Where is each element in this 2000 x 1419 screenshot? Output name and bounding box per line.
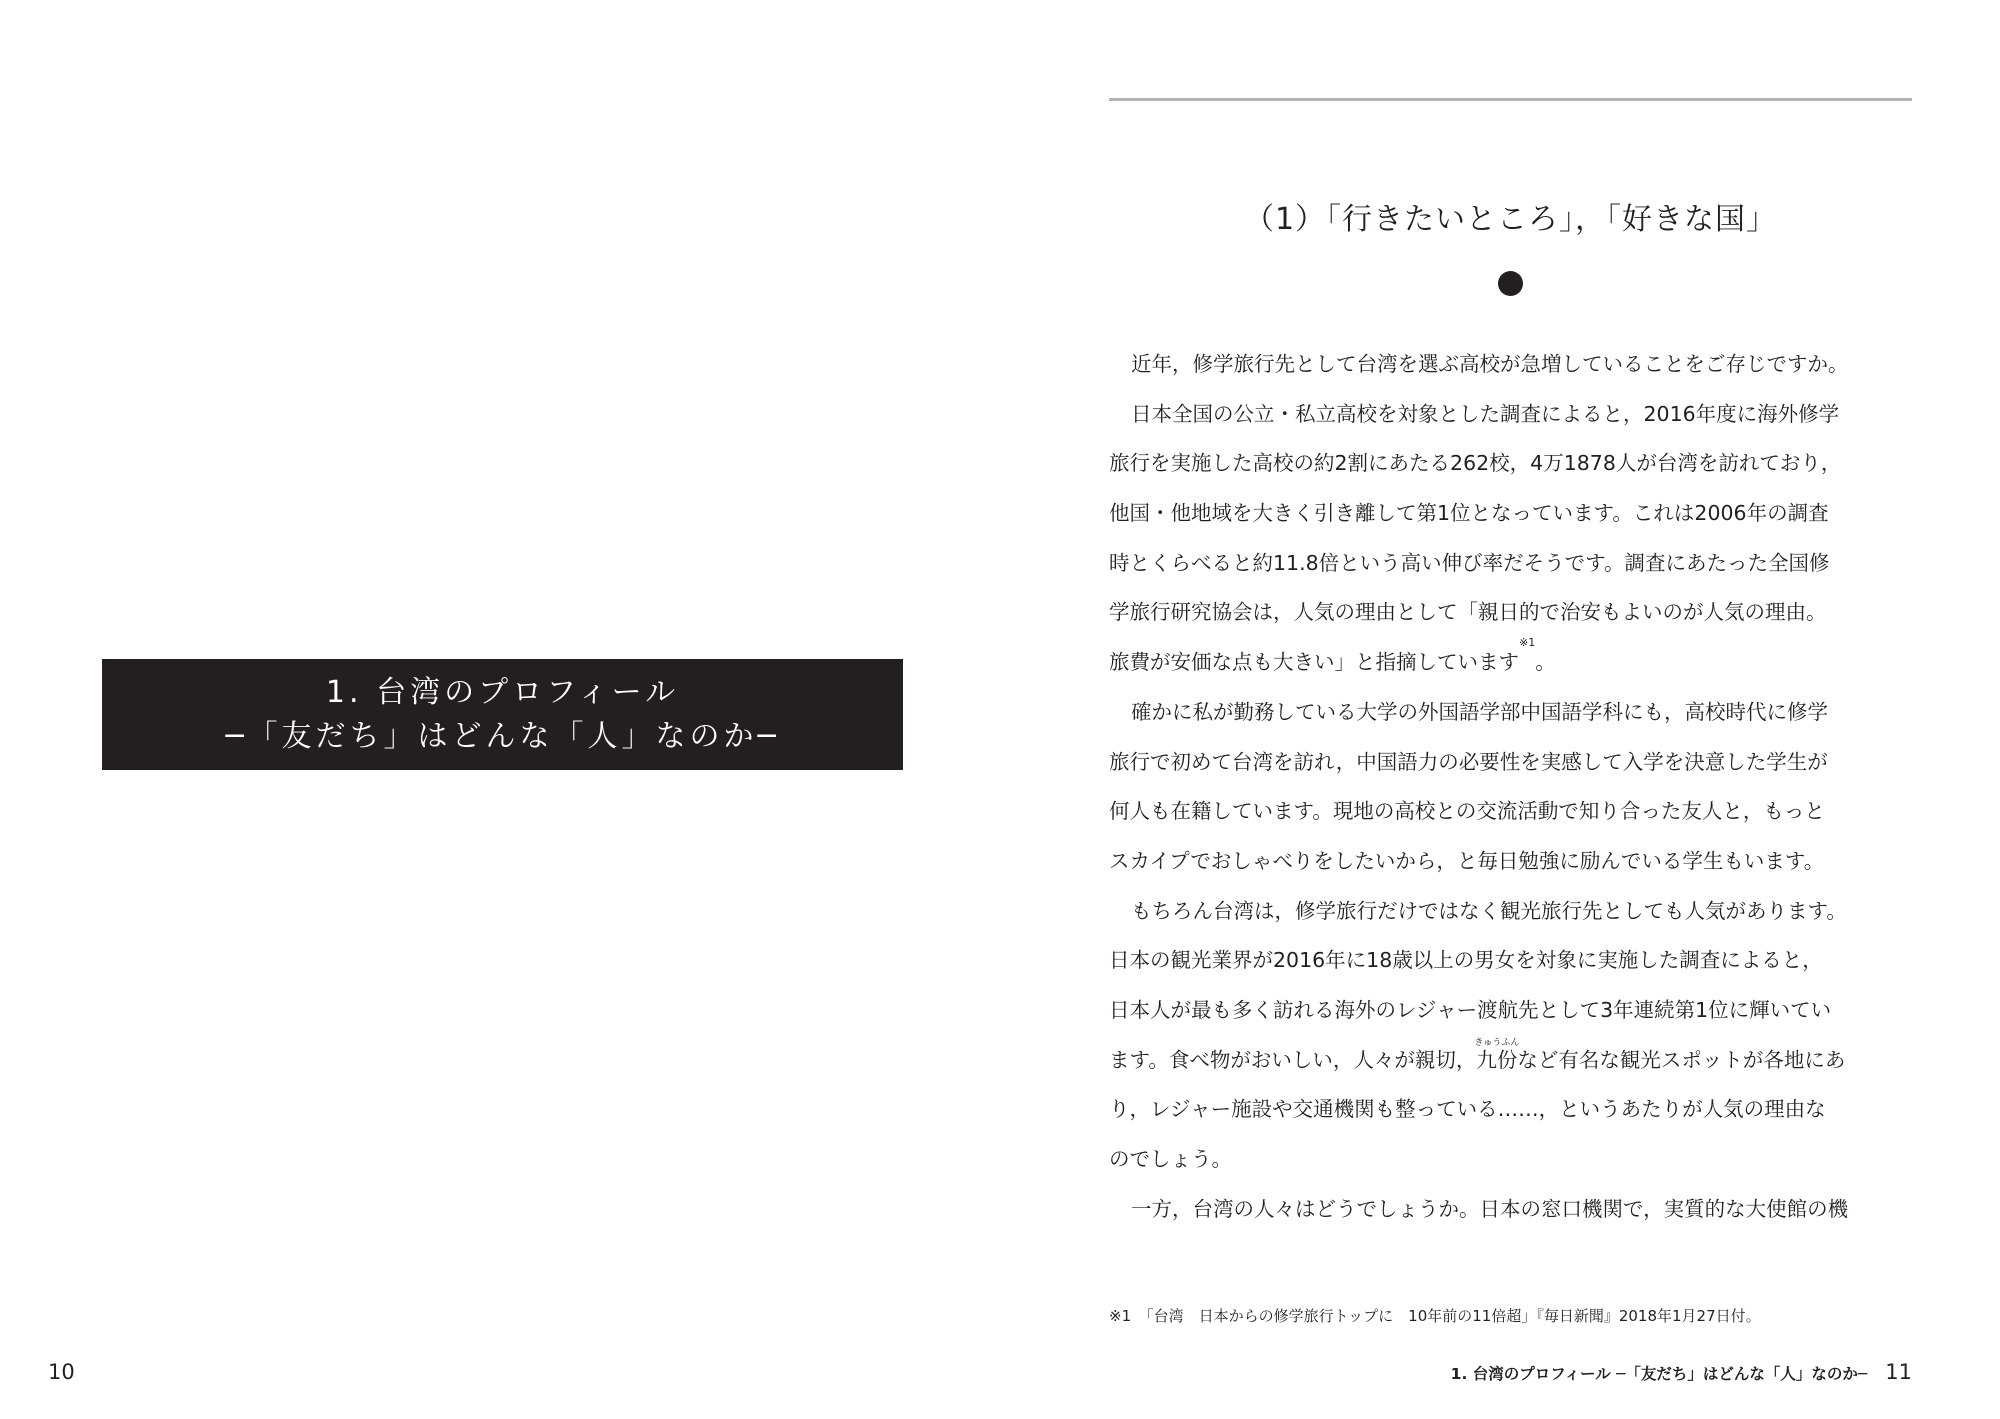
footnote-reference[interactable]: ※1: [1519, 636, 1536, 650]
top-rule: [1109, 98, 1912, 101]
body-line: り，レジャー施設や交通機関も整っている……，というあたりが人気の理由な: [1109, 1097, 1826, 1122]
body-line: 近年，修学旅行先として台湾を選ぶ高校が急増していることをご存じですか。: [1131, 352, 1849, 376]
body-text: [1109, 340, 1912, 1234]
body-line: 学旅行研究協会は，人気の理由として「親日的で治安もよいのが人気の理由。: [1109, 600, 1827, 625]
chapter-subtitle: ─「友だち」はどんな「人」なのか─: [225, 718, 780, 754]
bullet-dot-icon: [1498, 271, 1523, 296]
body-line: [1109, 638, 1912, 688]
ruby-base: 九份: [1476, 1047, 1518, 1072]
body-line: のでしょう。: [1109, 1147, 1232, 1171]
body-line: 時とくらべると約11.8倍という高い伸び率だそうです。調査にあたった全国修: [1109, 550, 1830, 575]
body-line: 日本全国の公立・私立高校を対象とした調査によると，2016年度に海外修学: [1131, 401, 1840, 426]
body-line-text: など有名な観光スポットが各地にあ: [1517, 1047, 1846, 1072]
body-line: 旅行で初めて台湾を訪れ，中国語力の必要性を実感して入学を決意した学生が: [1109, 749, 1828, 774]
running-footer: [1109, 1358, 1912, 1388]
body-line-text: ます。食べ物がおいしい，人々が親切，: [1109, 1047, 1477, 1072]
body-line-end: 。: [1535, 650, 1556, 675]
body-line: スカイプでおしゃべりをしたいから，と毎日勉強に励んでいる学生もいます。: [1109, 848, 1825, 873]
chapter-title: 1. 台湾のプロフィール: [325, 674, 680, 710]
ruby-reading: きゅうふん: [1474, 1037, 1520, 1048]
body-line: もちろん台湾は，修学旅行だけではなく観光旅行先としても人気があります。: [1131, 898, 1847, 923]
body-line: 確かに私が勤務している大学の外国語学部中国語学科にも，高校時代に修学: [1131, 699, 1828, 724]
body-line: 何人も在籍しています。現地の高校との交流活動で知り合った友人と，もっと: [1109, 799, 1825, 824]
ruby-annotated-word: [1474, 1036, 1520, 1086]
body-line-text: 旅費が安価な点も大きい」と指摘しています: [1109, 650, 1519, 675]
body-line: 日本人が最も多く訪れる海外のレジャー渡航先として3年連続第1位に輝いてい: [1109, 997, 1832, 1022]
body-line: 日本の観光業界が2016年に18歳以上の男女を対象に実施した調査によると，: [1109, 948, 1823, 973]
chapter-title-box: [102, 659, 903, 770]
body-line: [1109, 1036, 1912, 1086]
page-number-right: 11: [1885, 1360, 1912, 1384]
footnote: ※1 「台湾 日本からの修学旅行トップに 10年前の11倍超」『毎日新聞』2018年1月27日付。: [1109, 1307, 1761, 1325]
body-line: 他国・他地域を大きく引き離して第1位となっています。これは2006年の調査: [1109, 501, 1829, 526]
right-page: [1000, 0, 2000, 1419]
body-line: 旅行を実施した高校の約2割にあたる262校，4万1878人が台湾を訪れており，: [1109, 451, 1842, 476]
body-line: 一方，台湾の人々はどうでしょうか。日本の窓口機関で，実質的な大使館の機: [1131, 1196, 1849, 1221]
running-footer-title: 1. 台湾のプロフィール ─「友だち」はどんな「人」なのか─: [1450, 1365, 1868, 1383]
section-heading: （1）「行きたいところ」，「好きな国」: [1243, 202, 1778, 237]
page-number-left: 10: [48, 1360, 75, 1384]
